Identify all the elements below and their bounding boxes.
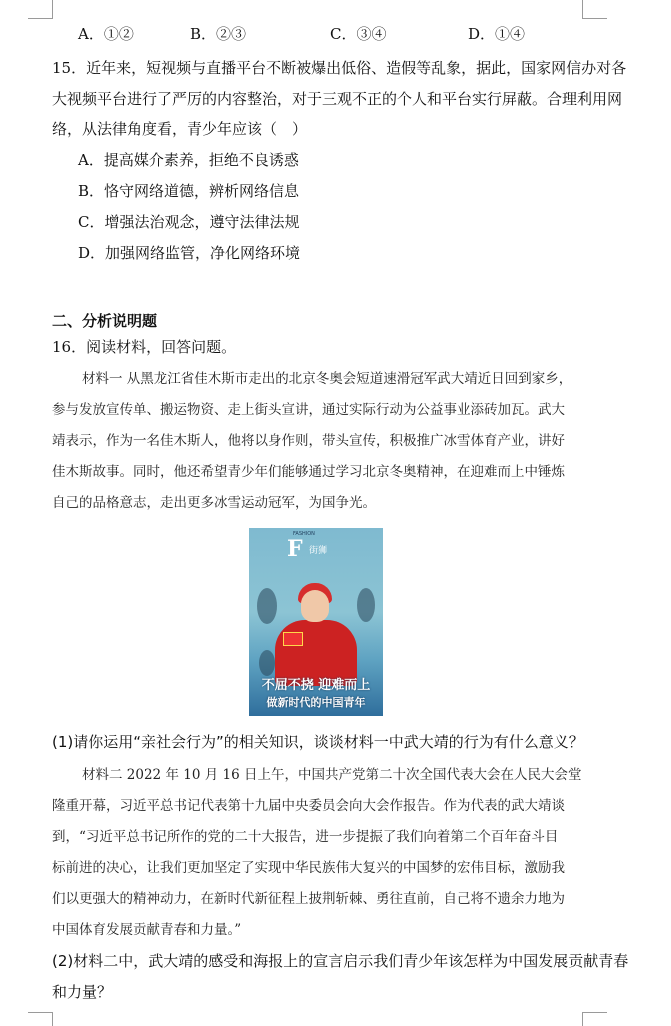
material2-line-2: 隆重开幕，习近平总书记代表第十九届中央委员会向大会作报告。作为代表的武大靖谈 (52, 798, 565, 814)
crop-mark-bottom-left (28, 1012, 53, 1026)
material2-line-5: 们以更强大的精神动力，在新时代新征程上披荆斩棘、勇往直前，自己将不遗余力地为 (52, 891, 565, 907)
poster-background-skater (259, 650, 275, 676)
q14-option-c: C．③④ (330, 25, 387, 43)
crop-mark-bottom-right (582, 1012, 607, 1026)
material2-line-3: 到，“习近平总书记所作的党的二十大报告，进一步提振了我们向着第二个百年奋斗目 (52, 829, 559, 845)
q16-intro: 16．阅读材料，回答问题。 (52, 338, 237, 356)
material1-line-3: 靖表示，作为一名佳木斯人，他将以身作则，带头宣传，积极推广冰雪体育产业，讲好 (52, 433, 565, 449)
material2-line-1: 材料二 2022 年 10 月 16 日上午，中国共产党第二十次全国代表大会在人民大会堂 (82, 767, 582, 783)
material2-line-6: 中国体育发展贡献青春和力量。” (52, 922, 242, 938)
poster-flag-patch (283, 632, 303, 646)
q15-stem-line-3: 络，从法律角度看，青少年应该（ ） (52, 120, 308, 138)
poster-athlete-face (301, 590, 329, 622)
crop-mark-top-left (28, 0, 53, 19)
q15-stem-line-1: 15．近年来，短视频与直播平台不断被爆出低俗、造假等乱象，据此，国家网信办对各 (52, 59, 627, 77)
athlete-poster-image (249, 528, 383, 716)
poster-slogan-1: 不屈不挠 迎难而上 (261, 678, 371, 693)
q15-option-b: B．恪守网络道德，辨析网络信息 (78, 182, 300, 200)
q14-option-a: A．①② (78, 25, 134, 43)
poster-mag-letter: F (287, 536, 303, 562)
q15-option-c: C．增强法治观念，遵守法律法规 (78, 213, 300, 231)
poster-slogan-2: 做新时代的中国青年 (266, 696, 366, 709)
section-heading: 二、分析说明题 (52, 312, 158, 330)
crop-mark-top-right (582, 0, 607, 19)
q14-option-d: D．①④ (468, 25, 526, 43)
poster-background-skater (257, 588, 277, 624)
q15-option-d: D．加强网络监管，净化网络环境 (78, 244, 301, 262)
q16-subquestion-2-line-2: 和力量？ (52, 983, 113, 1001)
material1-line-4: 佳木斯故事。同时，他还希望青少年们能够通过学习北京冬奥精神，在迎难而上中锤炼 (52, 464, 565, 480)
poster-brand: FASHION (293, 531, 315, 537)
material1-line-1: 材料一 从黑龙江省佳木斯市走出的北京冬奥会短道速滑冠军武大靖近日回到家乡， (82, 371, 573, 387)
poster-background-skater (357, 588, 375, 622)
material2-line-4: 标前进的决心，让我们更加坚定了实现中华民族伟大复兴的中国梦的宏伟目标，激励我 (52, 860, 565, 876)
poster-mag-title: 街狮 (309, 546, 328, 556)
material1-line-2: 参与发放宣传单、搬运物资、走上街头宣讲，通过实际行动为公益事业添砖加瓦。武大 (52, 402, 565, 418)
q15-option-a: A．提高媒介素养，拒绝不良诱惑 (78, 151, 299, 169)
material1-line-5: 自己的品格意志，走出更多冰雪运动冠军，为国争光。 (52, 495, 376, 511)
q14-option-b: B．②③ (190, 25, 247, 43)
q16-subquestion-2-line-1: (2)材料二中，武大靖的感受和海报上的宣言启示我们青少年该怎样为中国发展贡献青春 (52, 952, 629, 970)
q16-subquestion-1: (1)请你运用“亲社会行为”的相关知识，谈谈材料一中武大靖的行为有什么意义？ (52, 733, 584, 751)
q15-stem-line-2: 大视频平台进行了严厉的内容整治，对于三观不正的个人和平台实行屏蔽。合理利用网 (52, 90, 623, 108)
